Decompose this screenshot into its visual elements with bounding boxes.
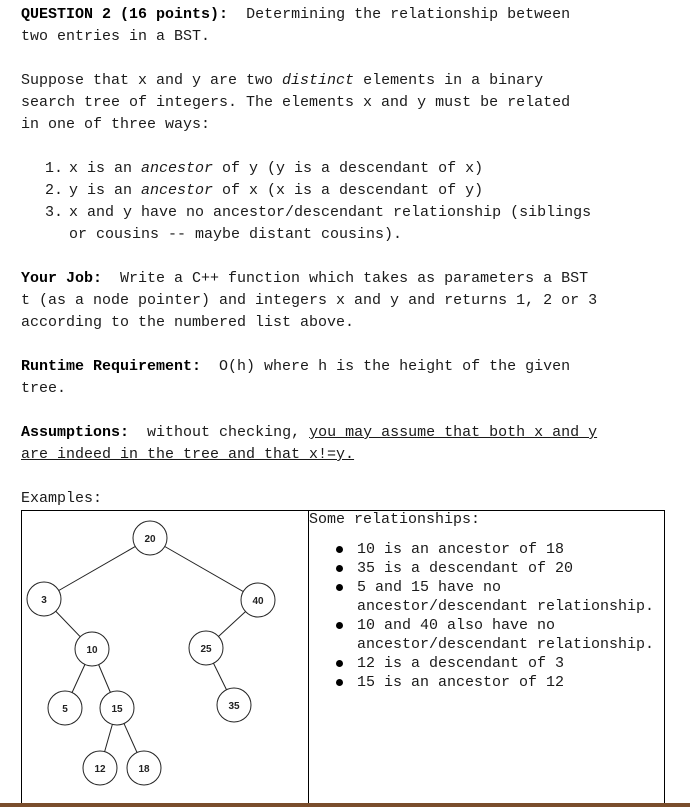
relationship-text: 5 and 15 have no ancestor/descendant relationship. [357,579,655,615]
assumptions-underlined: you may assume that both x and y [309,424,598,441]
tree-node-35: 35 [228,701,240,712]
job-paragraph [21,268,597,334]
job-text: t (as a node pointer) and integers x and y and returns 1, 2 or 3 [21,292,598,309]
tree-node-18: 18 [138,764,150,775]
job-label: Your Job: [21,270,103,287]
intro-text: search tree of integers. The elements x and y must be related [21,94,571,111]
relationship-item [309,673,657,692]
case-text: y is an [69,182,142,199]
case-emphasis: ancestor [141,160,214,177]
relationship-text: 35 is a descendant of 20 [357,560,574,577]
runtime-label: Runtime Requirement: [21,358,202,375]
bullet-icon [336,546,343,553]
tree-cell [22,511,309,806]
job-text: according to the numbered list above. [21,314,355,331]
tree-node-15: 15 [111,704,123,715]
case-text: x and y have no ancestor/descendant relationship (siblings [69,204,592,221]
relationship-item [309,654,657,673]
question-title-line2: two entries in a BST. [21,28,211,45]
tree-node-40: 40 [252,596,264,607]
intro-emphasis: distinct [282,72,355,89]
relationship-item [309,578,657,616]
relationship-cases-list [45,158,591,246]
tree-node-3: 3 [41,595,47,606]
assumptions-underlined: are indeed in the tree and that x!=y. [21,446,355,463]
relationship-text: 10 and 40 also have no ancestor/descendant relationship. [357,617,655,653]
tree-edge [44,538,150,599]
tree-node-10: 10 [86,645,98,656]
assumptions-text: without checking, [147,424,310,441]
question-label: QUESTION 2 (16 points): [21,6,229,23]
runtime-paragraph [21,356,570,400]
relationship-text: 12 is a descendant of 3 [357,655,565,672]
case-text: or cousins -- maybe distant cousins). [69,226,403,243]
bst-diagram [22,511,308,800]
tree-edge [150,538,258,600]
assumptions-label: Assumptions: [21,424,130,441]
bullet-icon [336,622,343,629]
case-text: of y (y is a descendant of x) [213,160,484,177]
relationship-item [309,616,657,654]
tree-node-20: 20 [144,534,156,545]
case-item [45,158,591,180]
intro-text: in one of three ways: [21,116,211,133]
relationships-cell [309,511,665,806]
case-number: 3. [45,204,64,221]
bullet-icon [336,660,343,667]
tree-node-25: 25 [200,644,212,655]
relationships-list [309,540,664,692]
question-title: Determining the relationship between [246,6,571,23]
intro-paragraph [21,70,570,136]
assumptions-paragraph [21,422,597,466]
relationship-text: 15 is an ancestor of 12 [357,674,565,691]
case-number: 1. [45,160,64,177]
tree-node-12: 12 [94,764,106,775]
intro-text: Suppose that x and y are two [21,72,283,89]
job-text: Write a C++ function which takes as parameters a BST [120,270,589,287]
examples-table [21,510,665,806]
case-text: of x (x is a descendant of y) [213,182,484,199]
case-emphasis: ancestor [141,182,214,199]
relationship-item [309,559,657,578]
relationship-item [309,540,657,559]
bullet-icon [336,584,343,591]
bottom-divider [0,803,690,807]
runtime-text: O(h) where h is the height of the given [219,358,571,375]
case-item [45,202,591,246]
case-text: x is an [69,160,142,177]
question-heading [21,4,570,48]
bullet-icon [336,679,343,686]
relationships-title: Some relationships: [309,511,481,528]
examples-label: Examples: [21,490,103,507]
case-number: 2. [45,182,64,199]
runtime-text: tree. [21,380,67,397]
relationship-text: 10 is an ancestor of 18 [357,541,565,558]
case-item [45,180,591,202]
tree-node-5: 5 [62,704,68,715]
intro-text: elements in a binary [354,72,544,89]
bullet-icon [336,565,343,572]
